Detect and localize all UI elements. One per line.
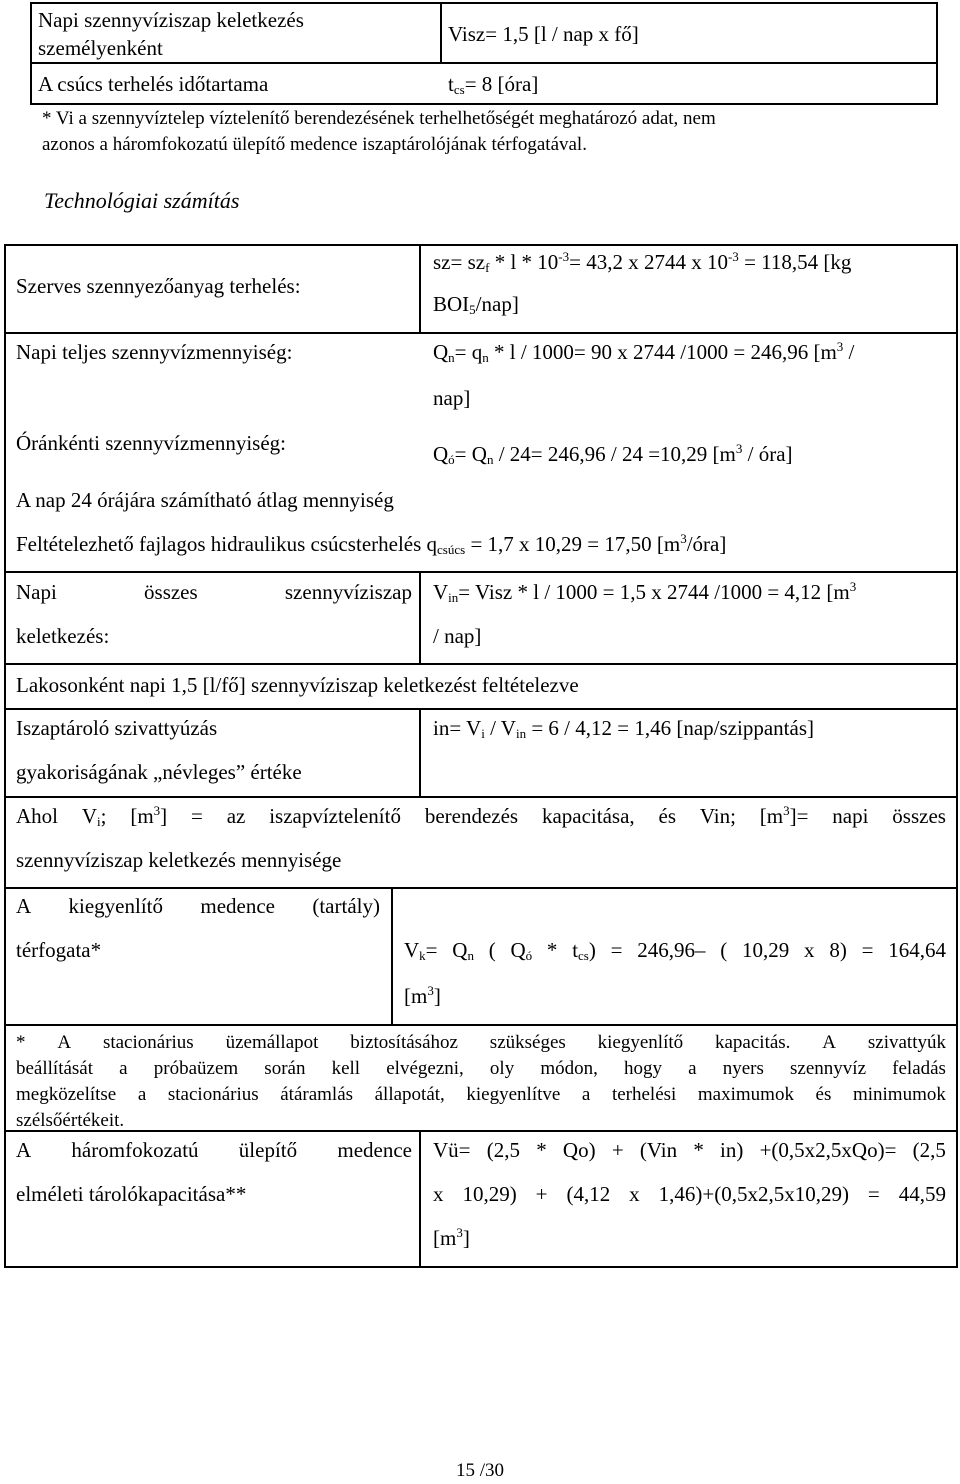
column-divider [391,887,393,1024]
word: (4,12 [566,1182,611,1206]
column-divider [419,1130,421,1268]
word: A [822,1032,837,1053]
word: átáramlás [280,1084,354,1105]
daily-sludge-formula: $V_{in}=$ Visz * l / 1000 = 1,5 x 2744 /1000 = 4,12 [$m^3$ [433,579,857,605]
word: 10,29) [462,1182,517,1206]
daily-sludge-value: Visz= 1,5 [l / nap x fő] [448,22,639,46]
parameters-table [30,2,938,105]
word: kiegyenlítve [466,1084,561,1105]
hourly-wastewater-label: Óránkénti szennyvízmennyiség: [16,431,287,455]
word: feladás [892,1058,946,1079]
stationary-note-line-4: szélsőértékeit. [16,1110,125,1131]
word: biztosításához [350,1032,458,1053]
row-divider [6,1024,956,1026]
settler-capacity-formula-2 [433,1180,946,1208]
equalizer-volume-label: A kiegyenlítő medence (tartály) [16,894,380,918]
column-divider [419,571,421,663]
word: a [581,1084,591,1105]
stationary-note-line-3 [16,1082,946,1108]
per-capita-text: Lakosonként napi 1,5 [l/fő] szennyvíziszap keletkezést feltételezve [16,673,579,697]
word: próbaüzem [153,1058,239,1079]
daily-wastewater-label: Napi teljes szennyvízmennyiség: [16,340,293,364]
word: üzemállapot [225,1032,319,1053]
calculation-table: Szerves szennyezőanyag terhelés: $sz= sz_f * l * 10^{-3}= 43,2$ x 2744 x $10^{-3} = 118,54$ [kg $BOI_5/nap$] Napi teljes szennyvízmennyiség: $Q_n= q_n * l / 1000= 90$ x 2744 /1000 = 246,96 [$m^3$ / nap] Óránkénti szennyvízmennyiség: $Q_ó= Q_n / 24= 246,96 / 24 =10,29$ [$m^3$ / óra] A nap 24 órájára számítható átlag mennyiség Feltételezhető fajlagos hidraulikus csúcsterhelés $q_{csúcs} = 1,7$ x 10,29 = 17,50 $[m^3/óra]$ Napi összes szennyvíziszap keletkezés: $V_{in}=$ Visz * l / 1000 = 1,5 x 2744 /1000 = 4,12 [$m^3$ / nap] Lakosonként napi 1,5 [l/fő] szennyvíziszap keletkezést feltételezve Iszaptároló szivattyúzás gyakoriságának „névleges” értéke $in= V_i / V_{in} = 6 / 4,12 = 1,46$ [nap/szippantás] Ahol $V_i$; $[m^3]$ = az iszapvíztelenítő berendezés kapacitása, és Vin; $[m^3]=$ napi összes szennyvíziszap keletkezés mennyisége A kiegyenlítő medence (tartály) térfogata* $V_k=$ $Q_n$ ( $Q_ó$ * $t_{cs}$) = 246,96– ( 10,29 x 8) = 164,64 $[m^3]$ * A stacionárius üzemállapot biztosításához szükséges kiegyenlítő kapacitás. A szivattyúk beállítását a próbaüzem során kell elvégezni, oly módon, hogy a nyers szennyvíz feladás megközelítse a stacionárius átáramlás állapotát, kiegyenlítve a terhelési maximumok és minimumok szélsőértékeit. A háromfokozatú ülepítő medence elméleti tárolókapacitása** Vü= (2,5 * Qo) + (Vin * in) +(0,5x2,5xQo)= (2,5 x 10,29) + (4,12 x 1,46)+(0,5x2,5x10,29) = 44,59 $[m^3]$ [4,244,958,1268]
word: kapacitás. [714,1032,791,1053]
organic-load-formula: $sz= sz_f * l * 10^{-3}= 43,2$ x 2744 x $10^{-3} = 118,54$ [kg [433,249,852,275]
word: * [693,1138,704,1162]
organic-load-unit: $BOI_5/nap$] [433,292,519,317]
peak-duration-value: $t_{cs}= 8$ [óra] [448,72,539,97]
daily-wastewater-unit: nap] [433,386,471,410]
word: * [16,1032,26,1053]
daily-average-text: A nap 24 órájára számítható átlag mennyiség [16,488,394,512]
stationary-note-line-2 [16,1056,946,1082]
column-divider [440,4,442,62]
word: és [815,1084,832,1105]
settler-capacity-label: A háromfokozatú ülepítő medence [16,1138,412,1162]
equalizer-volume-formula: $V_k=$ $Q_n$ ( $Q_ó$ * $t_{cs}$) = 246,96– ( 10,29 x 8) = 164,64 [404,938,946,963]
word: elvégezni, [386,1058,464,1079]
word: megközelítse [16,1084,117,1105]
word: szivattyúk [867,1032,946,1053]
page-number: 15 /30 [455,1460,505,1481]
word: 44,59 [898,1182,946,1206]
word: A [57,1032,72,1053]
column-divider [419,708,421,796]
word: a [137,1084,147,1105]
word: stacionárius [167,1084,259,1105]
word: maximumok [697,1084,794,1105]
word: kiegyenlítő [597,1032,684,1053]
word: a [688,1058,697,1079]
row-divider [6,571,956,573]
section-heading: Technológiai számítás [44,188,240,213]
word: oly [489,1058,515,1079]
word: kell [331,1058,361,1079]
column-divider [419,246,421,332]
word: + [535,1182,548,1206]
pumping-frequency-formula: $in= V_i / V_{in} = 6 / 4,12 = 1,46$ [nap/szippantás] [433,716,814,741]
row-divider [6,796,956,798]
peak-load-text: Feltételezhető fajlagos hidraulikus csúcsterhelés $q_{csúcs} = 1,7$ x 10,29 = 17,50 $[m^3/óra]$ [16,531,727,557]
word: (2,5 [912,1138,946,1162]
word: Qo) [562,1138,596,1162]
word: (2,5 [486,1138,520,1162]
settler-capacity-unit: $[m^3]$ [433,1225,470,1250]
row-divider [6,1130,956,1132]
word: szennyvíz [790,1058,867,1079]
settler-capacity-formula-1 [433,1136,946,1164]
word: terhelési [611,1084,677,1105]
word: * [536,1138,547,1162]
word: in) [720,1138,744,1162]
organic-load-label: Szerves szennyezőanyag terhelés: [16,274,301,298]
word: minimumok [852,1084,946,1105]
stationary-note-line-1 [16,1030,946,1056]
footnote-vi: * Vi a szennyvíztelep víztelenítő berendezésének terhelhetőségét meghatározó adat, nem azonos a háromfokozatú ülepítő medence iszaptárolójának térfogatával. [42,108,716,155]
row-divider [6,708,956,710]
word: módon, [540,1058,598,1079]
word: + [611,1138,624,1162]
word: hogy [624,1058,663,1079]
word: x [629,1182,640,1206]
word: stacionárius [102,1032,194,1053]
word: során [264,1058,306,1079]
word: Vü= [433,1138,471,1162]
daily-wastewater-formula: $Q_n= q_n * l / 1000= 90$ x 2744 /1000 = 246,96 [$m^3$ / [433,339,855,365]
word: +(0,5x2,5xQo)= [759,1138,897,1162]
daily-sludge-label: Napi szennyvíziszap keletkezés személyenként [38,8,304,61]
word: állapotát, [374,1084,445,1105]
word: nyers [722,1058,764,1079]
row-divider [6,887,956,889]
row-divider [6,663,956,665]
word: a [119,1058,128,1079]
peak-duration-label: A csúcs terhelés időtartama [38,72,269,96]
word: (Vin [639,1138,678,1162]
pumping-frequency-label: Iszaptároló szivattyúzás [16,716,218,740]
word: x [433,1182,444,1206]
word: = [867,1182,880,1206]
word: szükséges [489,1032,566,1053]
word: beállítását [16,1058,94,1079]
hourly-wastewater-formula: $Q_ó= Q_n / 24= 246,96 / 24 =10,29$ [$m^3$ / óra] [433,441,793,467]
daily-sludge-total-label: Napi összes szennyvíziszap [16,580,412,604]
definition-text: Ahol $V_i$; $[m^3]$ = az iszapvíztelenítő berendezés kapacitása, és Vin; $[m^3]=$ napi összes [16,803,946,829]
row-divider [6,332,956,334]
word: 1,46)+(0,5x2,5x10,29) [658,1182,849,1206]
